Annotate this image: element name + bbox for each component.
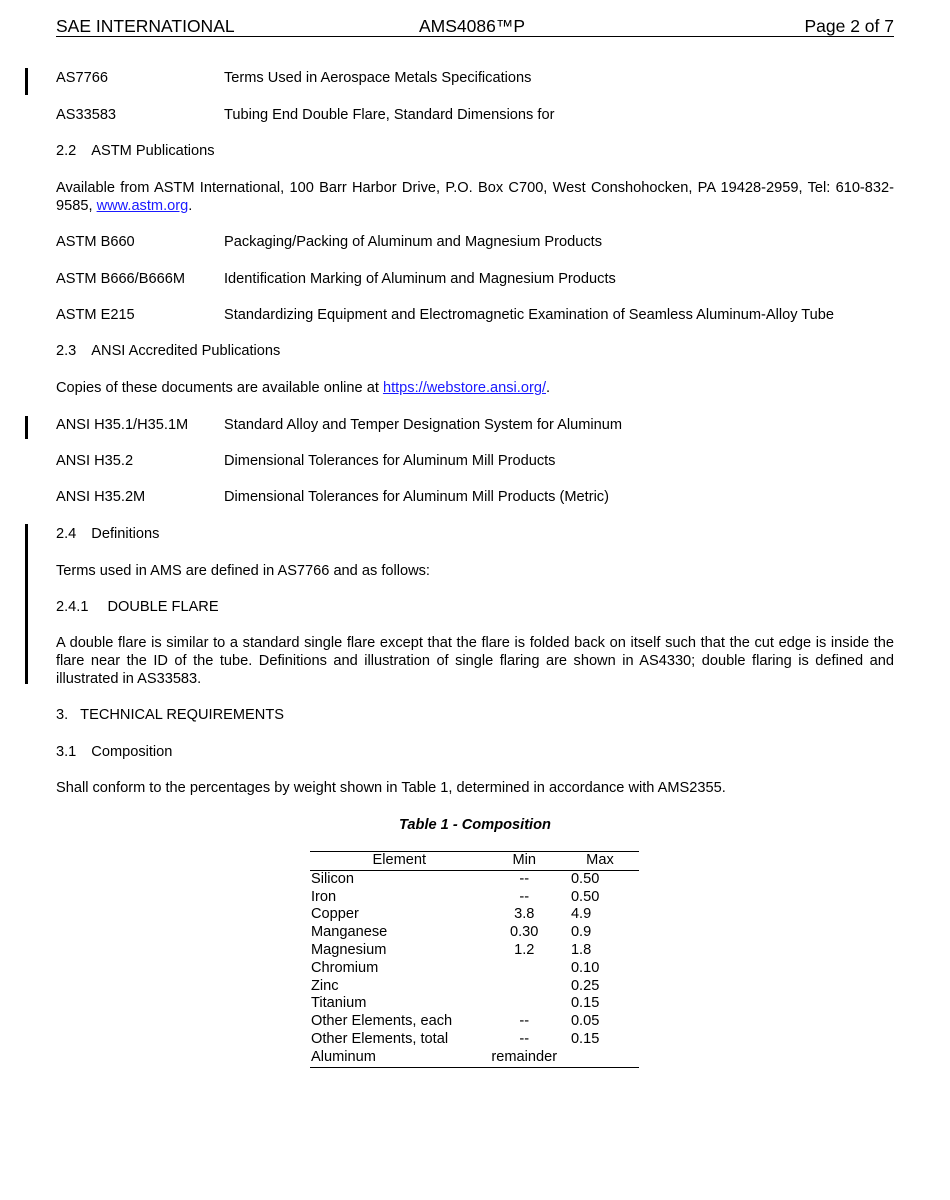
header-organization: SAE INTERNATIONAL — [56, 16, 235, 36]
reference-title: Tubing End Double Flare, Standard Dimensions for — [224, 107, 555, 123]
max-cell: 0.50 — [570, 888, 600, 905]
min-cell: -- — [519, 1030, 530, 1047]
reference-title: Standard Alloy and Temper Designation System for Aluminum — [224, 417, 623, 433]
reference-code: ANSI H35.2 — [56, 453, 134, 469]
table-row — [310, 960, 639, 978]
element-cell: Magnesium — [311, 941, 387, 958]
section-title: TECHNICAL REQUIREMENTS — [80, 707, 284, 723]
element-cell: Other Elements, total — [311, 1030, 449, 1047]
reference-code: AS7766 — [56, 70, 108, 86]
paragraph-text: Copies of these documents are available online at — [56, 380, 383, 396]
reference-code: ANSI H35.2M — [56, 489, 146, 505]
change-bar — [25, 68, 28, 95]
min-cell — [488, 995, 561, 1013]
column-header-element: Element — [310, 852, 488, 871]
element-cell: Silicon — [311, 870, 354, 887]
table-row — [310, 924, 639, 942]
section-heading-2-2 — [56, 142, 215, 160]
min-cell — [488, 960, 561, 978]
reference-code: ASTM B660 — [56, 234, 135, 250]
paragraph-end: . — [546, 380, 551, 396]
column-header-max: Max — [561, 852, 639, 871]
section-number: 2.2 — [56, 143, 77, 159]
reference-code: ASTM B666/B666M — [56, 271, 185, 287]
page-header — [56, 16, 894, 37]
section-number: 2.4 — [56, 526, 77, 542]
change-bar — [25, 524, 28, 684]
definitions-intro: Terms used in AMS are defined in AS7766 and as follows: — [56, 563, 430, 579]
min-cell: -- — [519, 888, 530, 905]
table-header-row — [310, 852, 639, 871]
reference-title: Dimensional Tolerances for Aluminum Mill Products — [224, 453, 556, 469]
astm-availability-paragraph — [56, 179, 894, 215]
section-title: ANSI Accredited Publications — [91, 343, 281, 359]
reference-title: Terms Used in Aerospace Metals Specifications — [224, 70, 532, 86]
double-flare-definition: A double flare is similar to a standard single flare except that the flare is folded back on itself such that the cut edge is inside the flare near the ID of the tube. Definitions and illustration of single flaring are shown in AS4330; double flaring is defined and illustrated in AS33583. — [56, 635, 894, 687]
section-heading-3 — [56, 706, 284, 724]
ansi-webstore-link[interactable]: https://webstore.ansi.org/ — [382, 380, 546, 396]
section-title: DOUBLE FLARE — [107, 599, 219, 615]
max-cell: 0.05 — [570, 1013, 600, 1030]
section-heading-2-3 — [56, 342, 280, 360]
table-row — [310, 870, 639, 888]
reference-title: Dimensional Tolerances for Aluminum Mill Products (Metric) — [224, 489, 609, 505]
max-cell: 4.9 — [570, 906, 592, 923]
element-cell: Aluminum — [310, 1049, 488, 1067]
ansi-availability-paragraph — [56, 379, 894, 397]
reference-title: Identification Marking of Aluminum and Magnesium Products — [224, 271, 616, 287]
table-row — [310, 1031, 639, 1049]
section-number: 3.1 — [56, 744, 77, 760]
section-number: 2.4.1 — [56, 599, 89, 615]
section-title: ASTM Publications — [91, 143, 215, 159]
reference-code: ANSI H35.1/H35.1M — [56, 417, 189, 433]
element-cell: Zinc — [311, 977, 339, 994]
min-cell: -- — [519, 1013, 530, 1030]
table-row — [310, 978, 639, 996]
table-row — [310, 942, 639, 960]
table-row — [310, 889, 639, 907]
min-cell — [488, 978, 561, 996]
max-cell: 0.9 — [570, 924, 592, 941]
element-cell: Titanium — [311, 995, 367, 1012]
column-header-min: Min — [488, 852, 561, 871]
min-cell: -- — [519, 870, 530, 887]
section-heading-3-1 — [56, 743, 172, 761]
reference-code: AS33583 — [56, 107, 117, 123]
composition-table — [310, 851, 639, 1068]
element-cell: Chromium — [311, 959, 379, 976]
max-cell: 0.10 — [570, 959, 600, 976]
reference-code: ASTM E215 — [56, 307, 135, 323]
section-heading-2-4-1 — [56, 598, 219, 616]
section-number: 3. — [56, 707, 69, 723]
astm-website-link[interactable]: www.astm.org — [96, 198, 189, 214]
element-cell: Other Elements, each — [311, 1013, 453, 1030]
min-cell: remainder — [488, 1049, 561, 1067]
element-cell: Copper — [311, 906, 359, 923]
composition-paragraph: Shall conform to the percentages by weight shown in Table 1, determined in accordance with AMS2355. — [56, 780, 726, 796]
table-row — [310, 906, 639, 924]
table-row — [310, 995, 639, 1013]
element-cell: Iron — [311, 888, 337, 905]
max-cell — [561, 1049, 639, 1067]
min-cell: 0.30 — [510, 924, 539, 941]
change-bar — [25, 416, 28, 439]
min-cell: 1.2 — [514, 941, 535, 958]
table-row — [310, 1049, 639, 1067]
header-page-number: Page 2 of 7 — [804, 16, 894, 36]
max-cell: 1.8 — [570, 941, 592, 958]
max-cell: 0.25 — [570, 977, 600, 994]
element-cell: Manganese — [311, 924, 388, 941]
section-heading-2-4 — [56, 525, 159, 543]
table-row — [310, 1013, 639, 1031]
header-document-number: AMS4086™P — [419, 16, 526, 36]
section-title: Definitions — [91, 526, 160, 542]
paragraph-end: . — [188, 198, 193, 214]
section-title: Composition — [91, 744, 173, 760]
reference-title: Packaging/Packing of Aluminum and Magnesium Products — [224, 234, 603, 250]
max-cell: 0.15 — [570, 995, 600, 1012]
table-caption: Table 1 - Composition — [399, 817, 551, 833]
section-number: 2.3 — [56, 343, 77, 359]
max-cell: 0.50 — [570, 870, 600, 887]
paragraph-text: Available from ASTM International, 100 Barr Harbor Drive, P.O. Box C700, West Conshohocken, PA 19428-2959, Tel: 610-832-9585, — [56, 180, 894, 214]
reference-title: Standardizing Equipment and Electromagnetic Examination of Seamless Aluminum-Alloy Tube — [224, 307, 835, 323]
min-cell: 3.8 — [514, 906, 535, 923]
max-cell: 0.15 — [570, 1030, 600, 1047]
